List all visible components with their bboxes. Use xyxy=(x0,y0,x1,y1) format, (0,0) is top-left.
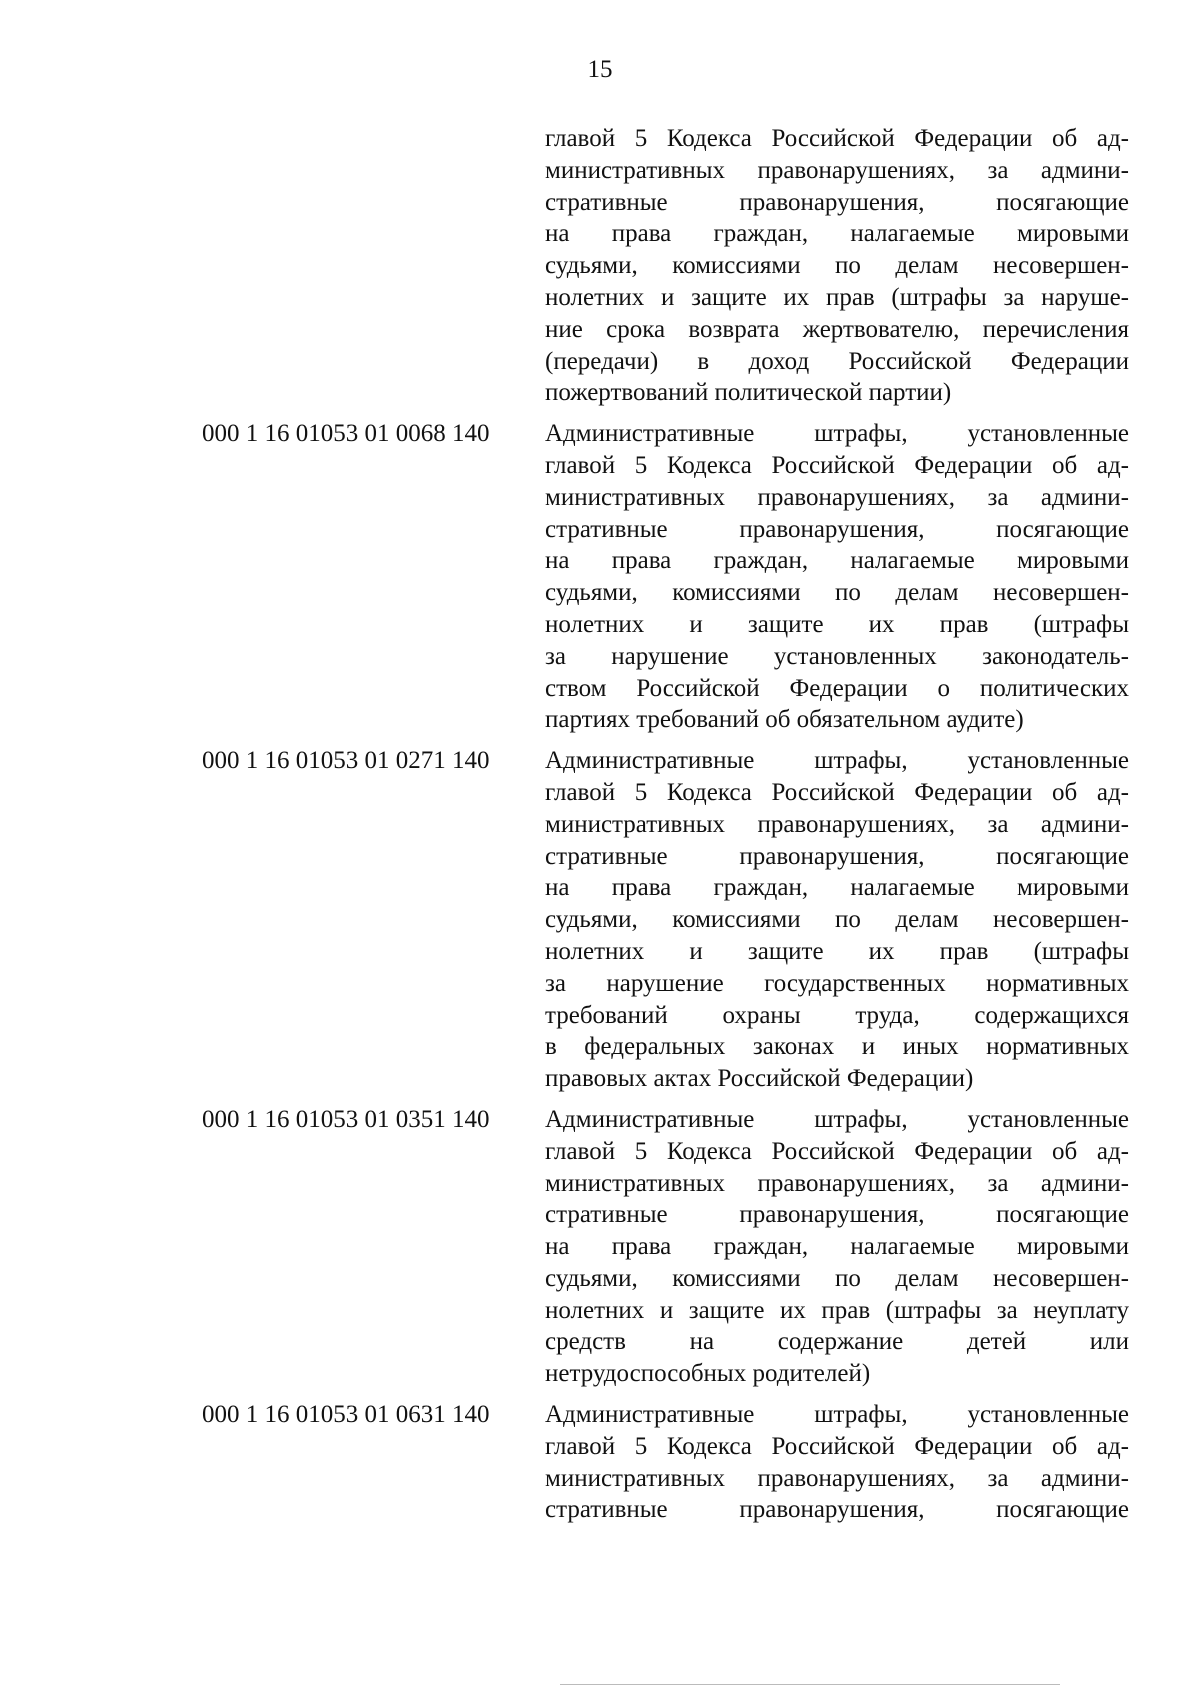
budget-classification-code: 000 1 16 01053 01 0271 140 xyxy=(202,747,490,775)
description-line: (передачи) в доход Российской Федерации xyxy=(545,347,1129,375)
description-line: судьями, комиссиями по делам несовершен- xyxy=(545,579,1129,607)
description-line: Административные штрафы, установленные xyxy=(545,1401,1129,1429)
description-line: Административные штрафы, установленные xyxy=(545,747,1129,775)
description-line: министративных правонарушениях, за админи- xyxy=(545,1464,1129,1492)
description-line: в федеральных законах и иных нормативных xyxy=(545,1033,1129,1061)
description-line: ством Российской Федерации о политических xyxy=(545,674,1129,702)
description-line: за нарушение государственных нормативных xyxy=(545,969,1129,997)
description-line: нолетних и защите их прав (штрафы за неуплату xyxy=(545,1296,1129,1324)
budget-classification-code: 000 1 16 01053 01 0631 140 xyxy=(202,1401,490,1429)
description-line: партиях требований об обязательном аудите) xyxy=(545,706,1024,734)
description-line: за нарушение установленных законодатель- xyxy=(545,642,1129,670)
bottom-rule xyxy=(560,1684,1060,1685)
table-row xyxy=(0,418,1200,736)
description-line: на права граждан, налагаемые мировыми xyxy=(545,1233,1129,1261)
table-row xyxy=(0,1104,1200,1390)
revenue-description xyxy=(545,1399,1129,1526)
description-line: главой 5 Кодекса Российской Федерации об ад- xyxy=(545,1432,1129,1460)
description-line: на права граждан, налагаемые мировыми xyxy=(545,547,1129,575)
description-line: главой 5 Кодекса Российской Федерации об ад- xyxy=(545,778,1129,806)
code-table xyxy=(0,123,1200,1535)
revenue-description xyxy=(545,745,1129,1095)
description-line: стративные правонарушения, посягающие xyxy=(545,842,1129,870)
description-line: средств на содержание детей или xyxy=(545,1328,1129,1356)
description-line: нетрудоспособных родителей) xyxy=(545,1360,871,1388)
table-row xyxy=(0,123,1200,409)
description-line: пожертвований политической партии) xyxy=(545,379,952,407)
revenue-description xyxy=(545,123,1129,409)
description-line: судьями, комиссиями по делам несовершен- xyxy=(545,252,1129,280)
table-row xyxy=(0,1399,1200,1526)
description-line: стративные правонарушения, посягающие xyxy=(545,1201,1129,1229)
description-line: нолетних и защите их прав (штрафы xyxy=(545,937,1129,965)
revenue-description xyxy=(545,1104,1129,1390)
description-line: стративные правонарушения, посягающие xyxy=(545,188,1129,216)
description-line: требований охраны труда, содержащихся xyxy=(545,1001,1129,1029)
description-line: правовых актах Российской Федерации) xyxy=(545,1065,974,1093)
description-line: министративных правонарушениях, за админи- xyxy=(545,1169,1129,1197)
description-line: судьями, комиссиями по делам несовершен- xyxy=(545,1264,1129,1292)
description-line: на права граждан, налагаемые мировыми xyxy=(545,220,1129,248)
description-line: главой 5 Кодекса Российской Федерации об ад- xyxy=(545,451,1129,479)
description-line: стративные правонарушения, посягающие xyxy=(545,1496,1129,1524)
description-line: нолетних и защите их прав (штрафы за наруше- xyxy=(545,283,1129,311)
description-line: стративные правонарушения, посягающие xyxy=(545,515,1129,543)
description-line: нолетних и защите их прав (штрафы xyxy=(545,610,1129,638)
description-line: Административные штрафы, установленные xyxy=(545,1105,1129,1133)
description-line: министративных правонарушениях, за админи- xyxy=(545,156,1129,184)
description-line: на права граждан, налагаемые мировыми xyxy=(545,874,1129,902)
description-line: ние срока возврата жертвователю, перечисления xyxy=(545,315,1129,343)
description-line: судьями, комиссиями по делам несовершен- xyxy=(545,906,1129,934)
table-row xyxy=(0,745,1200,1095)
description-line: главой 5 Кодекса Российской Федерации об ад- xyxy=(545,1137,1129,1165)
budget-classification-code: 000 1 16 01053 01 0068 140 xyxy=(202,420,490,448)
revenue-description xyxy=(545,418,1129,736)
description-line: главой 5 Кодекса Российской Федерации об ад- xyxy=(545,125,1129,152)
page-number: 15 xyxy=(587,56,613,83)
description-line: министративных правонарушениях, за админи- xyxy=(545,483,1129,511)
description-line: министративных правонарушениях, за админи- xyxy=(545,810,1129,838)
description-line: Административные штрафы, установленные xyxy=(545,420,1129,448)
budget-classification-code: 000 1 16 01053 01 0351 140 xyxy=(202,1105,490,1133)
